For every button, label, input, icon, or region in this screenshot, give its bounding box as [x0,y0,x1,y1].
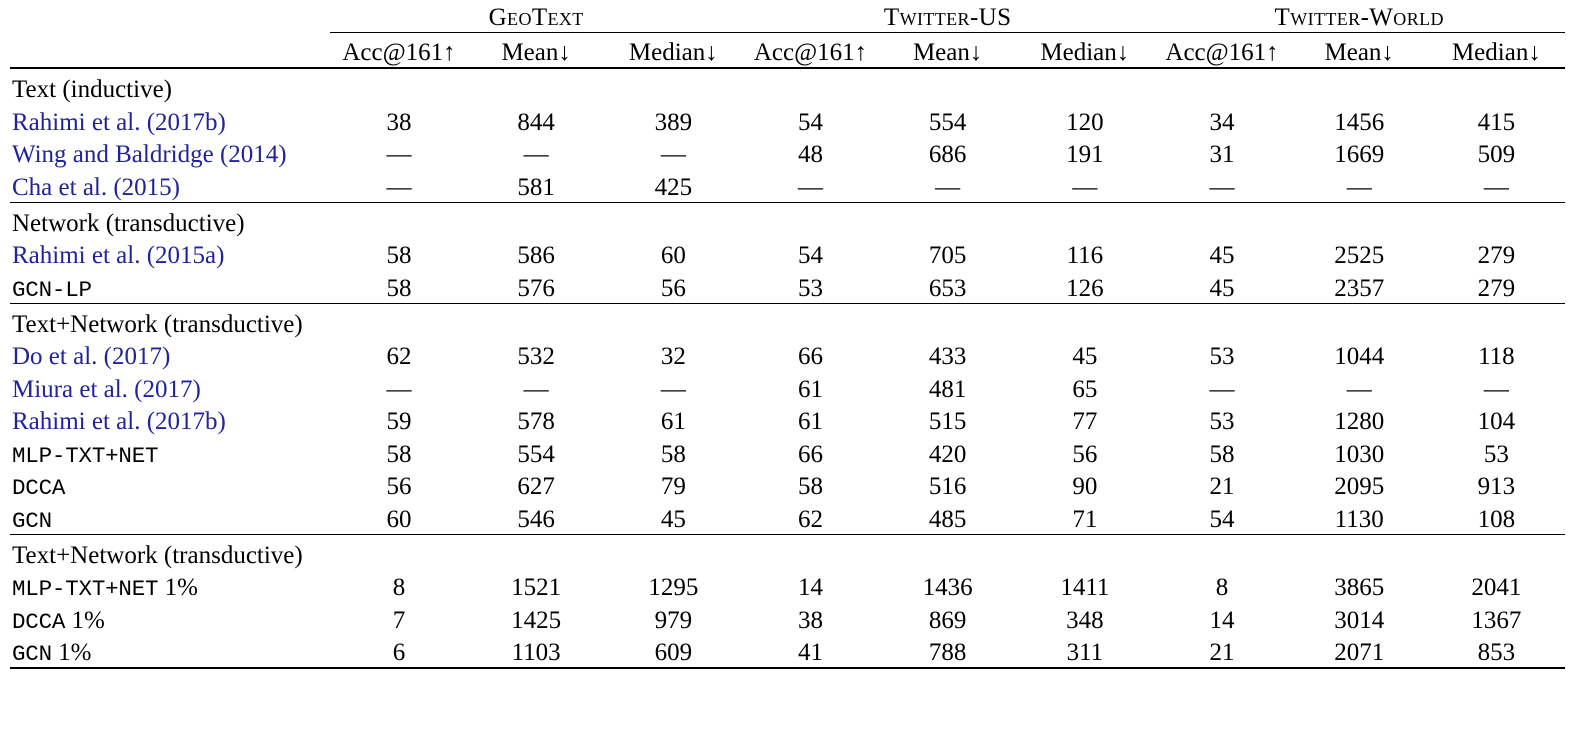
cell: 21 [1209,473,1235,500]
cell: 578 [517,408,555,435]
bottom-rule [10,667,1565,668]
cell: 2357 [1334,274,1385,302]
cell: 279 [1477,274,1516,302]
cell: 653 [928,274,967,302]
table-row [10,238,1565,271]
cell: 1367 [1471,606,1522,634]
cell: 54 [797,108,823,136]
cell: 420 [928,440,967,468]
table-row [10,404,1565,437]
results-table [10,0,1565,669]
section-header-3 [10,534,1565,570]
group-header-blank [10,0,330,33]
cell: — [1209,375,1235,403]
cell: 348 [1066,606,1104,634]
cell: 3865 [1334,574,1385,601]
cell: 14 [1209,606,1235,634]
cell: 389 [654,108,693,136]
cell: 415 [1477,108,1516,136]
model-name-suffix: 1% [51,639,92,666]
cell: 62 [797,505,823,533]
cell: 1030 [1334,440,1385,468]
cell: 56 [1072,440,1098,468]
model-name: GCN-LP [12,276,92,303]
row-label [10,469,330,502]
metric-header-3: Acc@161↑ [753,39,868,66]
table-row [10,104,1565,137]
cell: 58 [660,440,686,468]
cell: 61 [797,375,823,403]
cell: — [523,141,549,168]
model-name: GCN [12,641,52,667]
cell: 45 [1209,242,1235,269]
cell: 609 [654,639,693,666]
cell: 60 [386,505,412,533]
rule-cell [10,667,1565,668]
metric-header-8: Median↓ [1451,39,1541,66]
cell: 1295 [648,574,699,601]
cell: 31 [1209,141,1235,168]
cell: 279 [1477,242,1516,269]
cell: 61 [660,408,686,435]
cell: 71 [1072,505,1098,533]
table-row [10,339,1565,372]
cell: 425 [654,173,693,201]
cell: — [660,375,686,403]
cell: 1521 [511,574,562,601]
row-label [10,501,330,534]
model-name: DCCA [12,608,66,635]
model-name: MLP-TXT+NET [12,576,159,602]
cell: 581 [517,173,555,201]
cell: 481 [928,375,967,403]
cell: 53 [797,274,823,302]
cell: 1425 [511,606,562,634]
cell: — [1346,173,1372,201]
cell: 58 [797,473,823,500]
citation-link[interactable]: Rahimi et al. (2015a) [12,242,225,269]
citation-link[interactable]: Rahimi et al. (2017b) [12,408,226,435]
table-row [10,137,1565,170]
cell: 1411 [1060,574,1110,601]
metric-header-1: Mean↓ [501,39,571,66]
cell: 788 [928,639,967,666]
cell: 705 [928,242,967,269]
cell: 2095 [1334,473,1385,500]
cell: 53 [1209,343,1235,370]
cell: 108 [1477,505,1516,533]
cell: 2071 [1334,639,1385,666]
cell: 913 [1477,473,1516,500]
cell: 515 [928,408,967,435]
cell: — [1072,173,1098,201]
cell: 66 [797,343,823,370]
cell: 979 [654,606,693,634]
cell: 45 [1072,343,1098,370]
cell: 45 [660,505,686,533]
row-label [10,404,330,437]
cell: 58 [386,242,412,269]
cell: 116 [1066,242,1104,269]
cell: 1103 [511,639,561,666]
cell: — [1483,375,1509,403]
row-label [10,169,330,202]
cell: 79 [660,473,686,500]
cell: 1280 [1334,408,1385,435]
model-name: DCCA [12,475,66,501]
cell: 61 [797,408,823,435]
section-header-0 [10,68,1565,104]
cell: — [386,141,412,168]
cell: 7 [392,606,406,634]
group-header-1: GeoText [330,0,742,33]
cell: 77 [1072,408,1098,435]
cell: 21 [1209,639,1235,666]
cell: — [1209,173,1235,201]
cell: 1456 [1334,108,1385,136]
cell: 60 [660,242,686,269]
cell: 546 [517,505,555,533]
cell: 104 [1477,408,1516,435]
table-row [10,469,1565,502]
citation-link[interactable]: Cha et al. (2015) [12,173,181,201]
row-label [10,270,330,303]
cell: 62 [386,343,412,370]
cell: 58 [1209,440,1235,468]
metric-header-0: Acc@161↑ [342,39,456,66]
cell: — [660,141,686,168]
table-group-header-row [10,0,1565,33]
cell: — [935,173,961,201]
cell: — [386,375,412,403]
cell: 1044 [1334,343,1385,370]
cell: 1436 [922,574,973,601]
group-header-2: Twitter-US [742,0,1154,33]
row-label [10,238,330,271]
cell: 32 [660,343,686,370]
cell: 485 [928,505,967,533]
group-header-3: Twitter-World [1153,0,1565,33]
cell: 58 [386,274,412,302]
cell: 554 [517,440,555,468]
row-label [10,635,330,668]
model-name: GCN [12,507,52,534]
cell: 191 [1066,141,1104,168]
cell: — [797,173,823,201]
cell: 433 [928,343,967,370]
cell: 2525 [1334,242,1385,269]
cell: 1130 [1334,505,1384,533]
citation-link[interactable]: Do et al. (2017) [12,343,171,370]
cell: 56 [660,274,686,302]
cell: 844 [517,108,555,136]
cell: 41 [797,639,823,666]
cell: — [1346,375,1372,403]
cell: 554 [928,108,967,136]
metric-header-7: Mean↓ [1324,39,1394,66]
metric-header-blank [10,33,330,68]
row-label [10,137,330,170]
cell: 311 [1066,639,1104,666]
cell: 45 [1209,274,1235,302]
cell: 516 [928,473,967,500]
cell: 65 [1072,375,1098,403]
table-row [10,501,1565,534]
cell: 14 [797,574,823,601]
section-header-1 [10,202,1565,238]
cell: 869 [928,606,967,634]
cell: 1669 [1334,141,1385,168]
table-row [10,169,1565,202]
table-row [10,436,1565,469]
cell: 118 [1478,343,1515,370]
table-row [10,635,1565,668]
cell: 120 [1066,108,1104,136]
section-title: Network (transductive) [12,209,245,237]
cell: 2041 [1471,574,1522,601]
model-name-suffix: 1% [158,574,198,601]
cell: 54 [797,242,823,269]
metric-header-6: Acc@161↑ [1165,39,1279,66]
cell: 509 [1477,141,1516,168]
model-name: MLP-TXT+NET [12,442,159,469]
metric-header-2: Median↓ [628,39,718,66]
cell: 66 [797,440,823,468]
metric-header-4: Mean↓ [912,39,983,66]
row-label [10,570,330,603]
citation-link[interactable]: Wing and Baldridge (2014) [12,141,287,168]
cell: 48 [797,141,823,168]
cell: 3014 [1334,606,1385,634]
cell: — [523,375,549,403]
cell: 586 [517,242,555,269]
cell: 6 [392,639,406,666]
cell: 126 [1066,274,1104,302]
table-row [10,602,1565,635]
row-label [10,436,330,469]
cell: 8 [392,574,406,601]
cell: 90 [1072,473,1098,500]
cell: 686 [928,141,967,168]
section-title: Text+Network (transductive) [12,541,303,569]
cell: 576 [517,274,555,302]
citation-link[interactable]: Rahimi et al. (2017b) [12,108,226,136]
table-metric-header-row [10,33,1565,68]
row-label [10,104,330,137]
table-row [10,371,1565,404]
cell: 853 [1477,639,1516,666]
cell: 8 [1215,574,1229,601]
model-name-suffix: 1% [65,606,105,634]
row-label [10,602,330,635]
cell: 38 [797,606,823,634]
cell: 58 [386,440,412,468]
cell: 53 [1209,408,1235,435]
cell: 54 [1209,505,1235,533]
cell: — [1483,173,1509,201]
table-row [10,270,1565,303]
cell: — [386,173,412,201]
cell: 532 [517,343,555,370]
cell: 38 [386,108,412,136]
metric-header-5: Median↓ [1040,39,1130,66]
cell: 56 [386,473,412,500]
row-label [10,371,330,404]
section-header-2 [10,303,1565,339]
section-title: Text+Network (transductive) [12,310,303,338]
cell: 627 [517,473,555,500]
cell: 59 [386,408,412,435]
citation-link[interactable]: Miura et al. (2017) [12,375,201,403]
cell: 34 [1209,108,1235,136]
row-label [10,339,330,372]
table-row [10,570,1565,603]
section-title: Text (inductive) [12,76,172,103]
cell: 53 [1483,440,1509,468]
